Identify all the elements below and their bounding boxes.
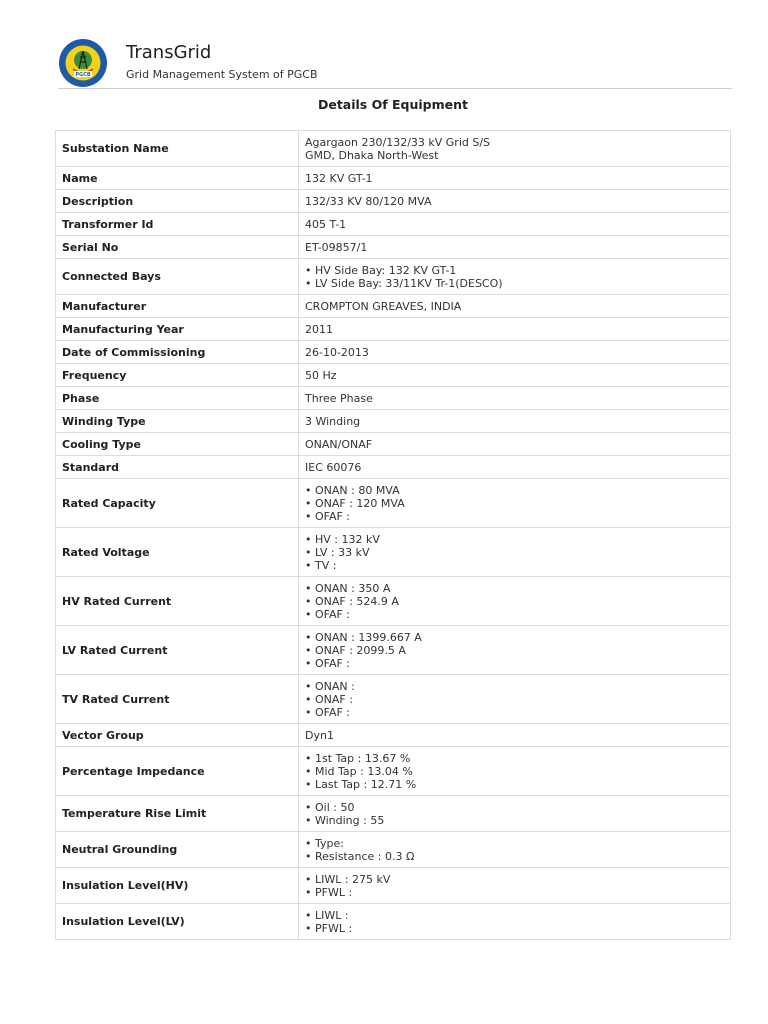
- table-row: [56, 410, 731, 433]
- table-row: [56, 190, 731, 213]
- table-row: [56, 167, 731, 190]
- table-row: [56, 724, 731, 747]
- row-value: [299, 190, 731, 213]
- value-line: 26-10-2013: [305, 345, 369, 359]
- row-value: [299, 387, 731, 410]
- row-label: Phase: [56, 387, 299, 410]
- table-row: [56, 479, 731, 528]
- logo-text: PGCB: [75, 72, 91, 78]
- row-value: [299, 796, 731, 832]
- row-label: Cooling Type: [56, 433, 299, 456]
- row-label: Percentage Impedance: [56, 747, 299, 796]
- app-subtitle: Grid Management System of PGCB: [126, 68, 318, 81]
- value-line: • ONAF :: [305, 692, 353, 706]
- value-line: • OFAF :: [305, 656, 351, 670]
- value-line: • Last Tap : 12.71 %: [305, 777, 417, 791]
- value-line: 3 Winding: [305, 414, 361, 428]
- value-line: • Type:: [305, 836, 344, 850]
- value-line: • LIWL :: [305, 908, 349, 922]
- value-line: 405 T-1: [305, 217, 347, 231]
- row-value: [299, 213, 731, 236]
- table-row: [56, 295, 731, 318]
- value-line: 50 Hz: [305, 368, 337, 382]
- value-line: • LV : 33 kV: [305, 545, 370, 559]
- table-row: [56, 626, 731, 675]
- row-label: Substation Name: [56, 131, 299, 167]
- table-row: [56, 456, 731, 479]
- value-line: Agargaon 230/132/33 kV Grid S/S: [305, 135, 491, 149]
- table-row: [56, 675, 731, 724]
- table-row: [56, 577, 731, 626]
- value-line: • OFAF :: [305, 607, 351, 621]
- row-label: Manufacturing Year: [56, 318, 299, 341]
- row-value: [299, 131, 731, 167]
- row-value: [299, 479, 731, 528]
- value-line: • ONAN : 80 MVA: [305, 483, 400, 497]
- table-row: [56, 832, 731, 868]
- row-label: Date of Commissioning: [56, 341, 299, 364]
- row-label: Frequency: [56, 364, 299, 387]
- value-line: • 1st Tap : 13.67 %: [305, 751, 411, 765]
- value-line: Three Phase: [305, 391, 373, 405]
- app-title: TransGrid: [126, 42, 212, 63]
- table-row: [56, 868, 731, 904]
- row-label: Transformer Id: [56, 213, 299, 236]
- value-line: • Winding : 55: [305, 813, 385, 827]
- page-title: Details Of Equipment: [317, 97, 469, 112]
- table-row: [56, 387, 731, 410]
- table-row: [56, 259, 731, 295]
- value-line: 2011: [305, 322, 333, 336]
- value-line: ET-09857/1: [305, 240, 368, 254]
- value-line: • PFWL :: [305, 885, 353, 899]
- row-value: [299, 364, 731, 387]
- row-value: [299, 236, 731, 259]
- row-value: [299, 410, 731, 433]
- table-row: [56, 528, 731, 577]
- row-value: [299, 832, 731, 868]
- value-line: • ONAN : 350 A: [305, 581, 391, 595]
- value-line: • HV : 132 kV: [305, 532, 380, 546]
- row-label: Rated Voltage: [56, 528, 299, 577]
- row-label: LV Rated Current: [56, 626, 299, 675]
- row-label: Winding Type: [56, 410, 299, 433]
- value-line: • Resistance : 0.3 Ω: [305, 849, 415, 863]
- value-line: Dyn1: [305, 728, 334, 742]
- row-value: [299, 433, 731, 456]
- value-line: 132 KV GT-1: [305, 171, 373, 185]
- value-line: • Mid Tap : 13.04 %: [305, 764, 413, 778]
- value-line: • OFAF :: [305, 509, 351, 523]
- table-row: [56, 131, 731, 167]
- row-label: Neutral Grounding: [56, 832, 299, 868]
- row-value: [299, 747, 731, 796]
- row-value: [299, 167, 731, 190]
- row-label: HV Rated Current: [56, 577, 299, 626]
- row-label: Insulation Level(LV): [56, 904, 299, 940]
- value-line: • Oil : 50: [305, 800, 355, 814]
- row-value: [299, 626, 731, 675]
- value-line: CROMPTON GREAVES, INDIA: [305, 299, 462, 313]
- header: [58, 38, 732, 88]
- row-value: [299, 341, 731, 364]
- row-label: Manufacturer: [56, 295, 299, 318]
- table-row: [56, 796, 731, 832]
- value-line: • ONAN : 1399.667 A: [305, 630, 422, 644]
- row-value: [299, 295, 731, 318]
- value-line: • HV Side Bay: 132 KV GT-1: [305, 263, 457, 277]
- row-value: [299, 528, 731, 577]
- equipment-details-table: [55, 130, 731, 940]
- row-label: TV Rated Current: [56, 675, 299, 724]
- row-value: [299, 724, 731, 747]
- row-label: Description: [56, 190, 299, 213]
- row-label: Serial No: [56, 236, 299, 259]
- value-line: • LIWL : 275 kV: [305, 872, 391, 886]
- row-value: [299, 577, 731, 626]
- value-line: GMD, Dhaka North-West: [305, 148, 439, 162]
- header-divider: [58, 88, 732, 89]
- value-line: IEC 60076: [305, 460, 362, 474]
- pgcb-logo-icon: [58, 38, 108, 88]
- row-label: Insulation Level(HV): [56, 868, 299, 904]
- table-row: [56, 433, 731, 456]
- row-label: Standard: [56, 456, 299, 479]
- table-row: [56, 904, 731, 940]
- row-label: Temperature Rise Limit: [56, 796, 299, 832]
- value-line: • ONAF : 120 MVA: [305, 496, 405, 510]
- table-row: [56, 341, 731, 364]
- details-table-body: [56, 131, 731, 940]
- row-value: [299, 259, 731, 295]
- value-line: • ONAF : 2099.5 A: [305, 643, 406, 657]
- row-value: [299, 904, 731, 940]
- table-row: [56, 236, 731, 259]
- table-row: [56, 318, 731, 341]
- value-line: 132/33 KV 80/120 MVA: [305, 194, 432, 208]
- value-line: • ONAF : 524.9 A: [305, 594, 399, 608]
- row-label: Name: [56, 167, 299, 190]
- value-line: • TV :: [305, 558, 337, 572]
- value-line: • LV Side Bay: 33/11KV Tr-1(DESCO): [305, 276, 503, 290]
- row-label: Connected Bays: [56, 259, 299, 295]
- row-value: [299, 318, 731, 341]
- row-value: [299, 868, 731, 904]
- table-row: [56, 364, 731, 387]
- value-line: ONAN/ONAF: [305, 437, 373, 451]
- table-row: [56, 213, 731, 236]
- table-row: [56, 747, 731, 796]
- value-line: • OFAF :: [305, 705, 351, 719]
- row-label: Rated Capacity: [56, 479, 299, 528]
- row-value: [299, 456, 731, 479]
- value-line: • PFWL :: [305, 921, 353, 935]
- row-label: Vector Group: [56, 724, 299, 747]
- row-value: [299, 675, 731, 724]
- value-line: • ONAN :: [305, 679, 355, 693]
